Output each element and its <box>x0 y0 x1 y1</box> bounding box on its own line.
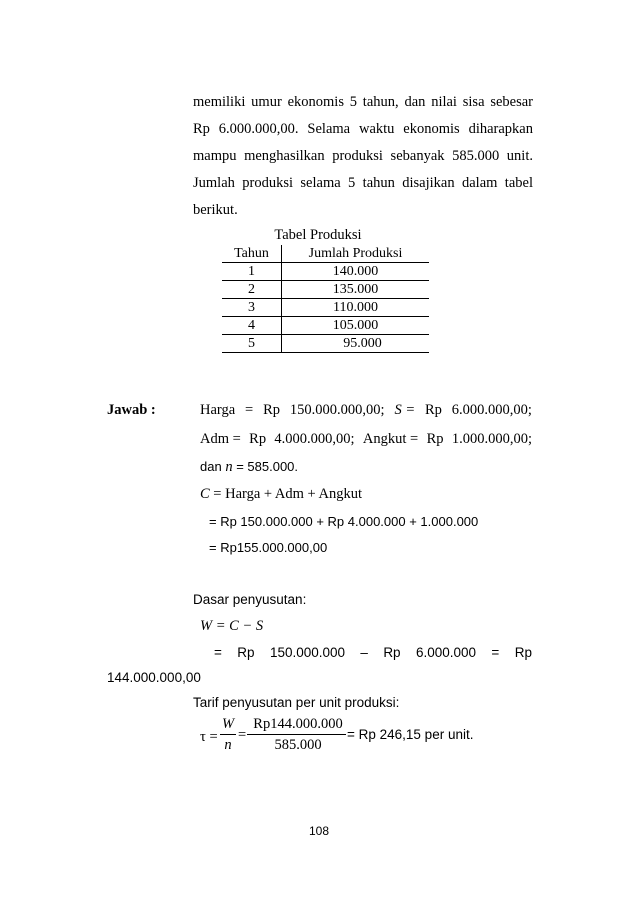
table-row <box>222 335 429 353</box>
term: n <box>225 459 233 475</box>
given-line-1 <box>200 402 532 419</box>
term: – <box>360 645 368 660</box>
term: 1.000.000,00; <box>451 431 532 447</box>
column-header-production: Jumlah Produksi <box>282 245 430 263</box>
depreciation-base-calc <box>214 645 532 660</box>
term: 150.000.000 <box>269 645 346 660</box>
term: Angkut = <box>362 431 419 447</box>
production-cell: 140.000 <box>282 263 430 281</box>
term: = Harga + Adm + Angkut <box>213 486 363 502</box>
depreciation-base-result: 144.000.000,00 <box>107 670 201 685</box>
production-cell: 105.000 <box>282 317 430 335</box>
production-cell: 95.000 <box>282 335 430 353</box>
column-header-year: Tahun <box>222 245 282 263</box>
table-row <box>222 299 429 317</box>
answer-label: Jawab : <box>107 402 156 418</box>
table-row <box>222 281 429 299</box>
fraction-1-denominator: n <box>224 737 232 753</box>
year-cell: 4 <box>222 317 282 335</box>
intro-line: berikut. <box>193 202 238 218</box>
term: Rp <box>263 402 281 418</box>
year-cell: 1 <box>222 263 282 281</box>
term: = <box>245 402 254 418</box>
year-cell: 3 <box>222 299 282 317</box>
given-line-2 <box>200 431 532 448</box>
fraction-1-bar <box>220 734 236 735</box>
cost-step-2: = Rp155.000.000,00 <box>209 540 328 555</box>
tau-symbol: τ = <box>200 729 218 745</box>
intro-line: Rp 6.000.000,00. Selama waktu ekonomis diharapkan <box>193 121 533 137</box>
depreciation-base-formula: W = C − S <box>200 618 264 634</box>
table-header-row <box>222 245 429 263</box>
term: = 585.000. <box>236 459 299 474</box>
term: C <box>200 486 210 502</box>
cost-formula <box>200 486 362 503</box>
term: 6.000.000 <box>415 645 477 660</box>
term: S = <box>394 402 416 418</box>
term: 150.000.000,00; <box>289 402 385 418</box>
fraction-2-numerator: Rp144.000.000 <box>253 716 343 732</box>
table-caption: Tabel Produksi <box>274 227 362 243</box>
table-row <box>222 263 429 281</box>
production-table <box>222 245 429 353</box>
year-cell: 5 <box>222 335 282 353</box>
given-line-3 <box>200 459 298 476</box>
term: Rp <box>237 645 255 660</box>
fraction-2-bar <box>247 734 346 735</box>
term: Rp <box>424 402 442 418</box>
term: Adm = <box>200 431 241 447</box>
depreciation-base-title: Dasar penyusutan: <box>193 592 307 607</box>
intro-line: mampu menghasilkan produksi sebanyak 585.000 unit. <box>193 148 533 164</box>
year-cell: 2 <box>222 281 282 299</box>
equals-sign: = <box>238 727 247 743</box>
production-cell: 135.000 <box>282 281 430 299</box>
rate-title: Tarif penyusutan per unit produksi: <box>193 695 400 710</box>
term: = <box>491 645 500 660</box>
term: = <box>214 645 222 660</box>
term: Rp <box>383 645 401 660</box>
term: Rp <box>249 431 267 447</box>
intro-paragraph <box>193 89 533 224</box>
term: 6.000.000,00; <box>451 402 532 418</box>
intro-line: memiliki umur ekonomis 5 tahun, dan nilai sisa sebesar <box>193 94 533 110</box>
term: dan <box>200 459 222 474</box>
fraction-1-numerator: W <box>221 716 235 732</box>
cost-step-1: = Rp 150.000.000 + Rp 4.000.000 + 1.000.000 <box>209 514 479 529</box>
production-cell: 110.000 <box>282 299 430 317</box>
table-row <box>222 317 429 335</box>
fraction-2-denominator: 585.000 <box>274 737 322 753</box>
term: 4.000.000,00; <box>274 431 355 447</box>
term: Harga <box>200 402 236 418</box>
intro-line: Jumlah produksi selama 5 tahun disajikan dalam tabel <box>193 175 533 191</box>
rate-result: = Rp 246,15 per unit. <box>347 727 474 742</box>
term: Rp <box>514 645 532 660</box>
page-number: 108 <box>308 824 330 838</box>
term: Rp <box>426 431 444 447</box>
